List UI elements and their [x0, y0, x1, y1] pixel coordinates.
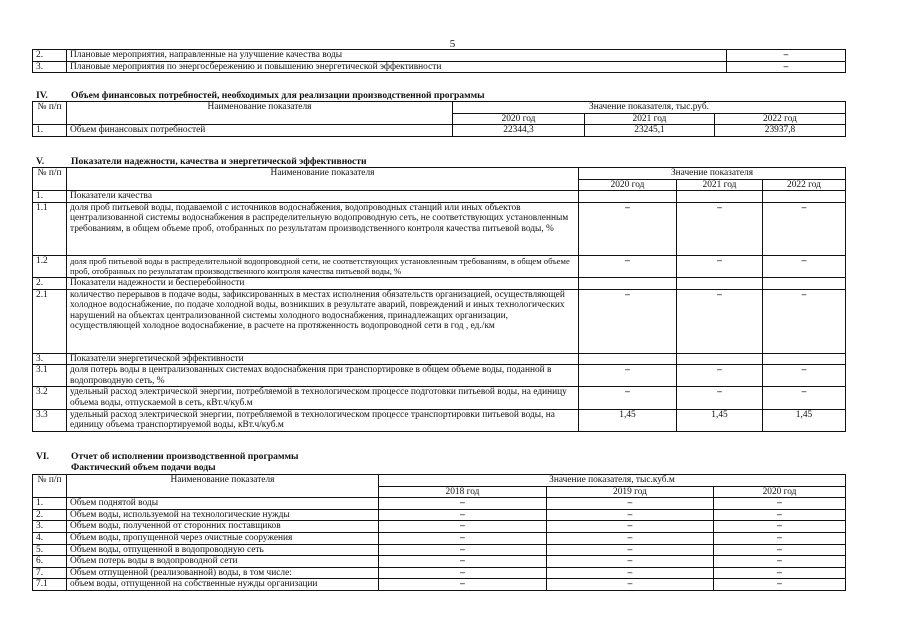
table-row — [33, 50, 846, 62]
row-name: Показатели энергетической эффективности — [67, 353, 579, 365]
row-value: 1,45 — [763, 409, 846, 431]
row-value: – — [547, 509, 714, 521]
header-number: № п/п — [33, 102, 67, 125]
row-number: 1. — [33, 191, 67, 203]
section-title: Объем финансовых потребностей, необходимых для реализации производственной программы — [71, 90, 485, 101]
row-value: – — [763, 255, 846, 277]
header-name: Наименование показателя — [67, 102, 453, 125]
row-name: количество перерывов в подаче воды, зафиксированных в местах исполнения обязательств организацией, осуществляющей холодное водоснабжение, по подаче холодной воды, возникших в результате аварий, повреждений и иных технологических нарушений на объектах централизованной системы холодного водоснабжения, принадлежащих организации, осуществляющей холодное водоснабжение, в расчете на протяженность водопроводной сети в год , ед./км — [67, 289, 579, 353]
row-name: Объем поднятой воды — [67, 498, 379, 510]
row-value: – — [379, 521, 547, 533]
table-row — [33, 202, 846, 255]
table-row — [33, 544, 846, 556]
row-value: – — [763, 387, 846, 409]
row-number: 3.2 — [33, 387, 67, 409]
row-value: 23245,1 — [585, 125, 715, 137]
row-value: – — [677, 289, 763, 353]
row-name: Показатели качества — [67, 191, 579, 203]
row-number: 7.1 — [33, 579, 67, 591]
row-value: – — [714, 498, 846, 510]
header-name: Наименование показателя — [67, 168, 579, 191]
row-value: – — [763, 202, 846, 255]
row-value: – — [547, 579, 714, 591]
row-value: 1,45 — [579, 409, 677, 431]
table-row — [33, 509, 846, 521]
row-number: 3.3 — [33, 409, 67, 431]
row-value: – — [714, 532, 846, 544]
group-row — [33, 191, 846, 203]
row-name: Объем воды, пропущенной через очистные сооружения — [67, 532, 379, 544]
row-name: Объем финансовых потребностей — [67, 125, 453, 137]
row-number: 3. — [33, 521, 67, 533]
row-value: – — [763, 365, 846, 387]
table-row — [33, 387, 846, 409]
row-number: 7. — [33, 567, 67, 579]
row-name: Объем воды, используемой на технологические нужды — [67, 509, 379, 521]
row-name: объем воды, отпущенной на собственные нужды организации — [67, 579, 379, 591]
row-value: – — [579, 289, 677, 353]
row-number: 1.1 — [33, 202, 67, 255]
row-value: 23937,8 — [715, 125, 846, 137]
row-value: – — [579, 202, 677, 255]
header-year: 2021 год — [585, 113, 715, 125]
row-number: 5. — [33, 544, 67, 556]
row-number: 3. — [33, 353, 67, 365]
header-year: 2018 год — [379, 486, 547, 498]
row-number: 2. — [33, 277, 67, 289]
table-row — [33, 289, 846, 353]
row-value: – — [547, 567, 714, 579]
row-value: – — [547, 498, 714, 510]
row-name: Объем потерь воды в водопроводной сети — [67, 556, 379, 568]
row-value: – — [727, 50, 846, 62]
header-year: 2021 год — [677, 179, 763, 191]
row-value: – — [677, 365, 763, 387]
row-value: – — [714, 509, 846, 521]
row-number: 1. — [33, 498, 67, 510]
row-name: удельный расход электрической энергии, потребляемой в технологическом процессе транспортировки питьевой воды, на единицу объема транспортируемой воды, кВт.ч/куб.м — [67, 409, 579, 431]
row-value: – — [379, 579, 547, 591]
row-name: Объем отпущенной (реализованной) воды, в том числе: — [67, 567, 379, 579]
financial-needs-table — [32, 101, 846, 137]
reliability-table — [32, 167, 846, 432]
header-year: 2020 год — [579, 179, 677, 191]
row-number: 4. — [33, 532, 67, 544]
row-number: 2. — [33, 509, 67, 521]
header-year: 2020 год — [714, 486, 846, 498]
row-number: 2. — [33, 50, 67, 62]
row-value: – — [677, 387, 763, 409]
table-row — [33, 556, 846, 568]
row-number: 1.2 — [33, 255, 67, 277]
table-row — [33, 498, 846, 510]
row-value: – — [579, 365, 677, 387]
row-value: – — [763, 289, 846, 353]
row-value: – — [579, 255, 677, 277]
header-value: Значение показателя — [579, 168, 846, 180]
row-number: 3.1 — [33, 365, 67, 387]
row-value: – — [714, 544, 846, 556]
row-value: – — [379, 556, 547, 568]
top-table — [32, 49, 846, 73]
row-value: 1,45 — [677, 409, 763, 431]
row-number: 3. — [33, 61, 67, 73]
row-value: – — [547, 532, 714, 544]
row-value: – — [727, 61, 846, 73]
water-supply-table — [32, 474, 846, 591]
row-value: – — [714, 579, 846, 591]
row-value: 22344,3 — [453, 125, 585, 137]
row-value: – — [547, 556, 714, 568]
header-year: 2022 год — [763, 179, 846, 191]
table-row — [33, 61, 846, 73]
row-value: – — [714, 556, 846, 568]
table-row — [33, 579, 846, 591]
row-value: – — [379, 567, 547, 579]
row-text: Плановые мероприятия, направленные на улучшение качества воды — [67, 50, 727, 62]
row-name: доля проб питьевой воды, подаваемой с источников водоснабжения, водопроводных станций или иных объектов централизованной системы водоснабжения в распределительную водопроводную сеть, не соответствующих установленным требованиям, в общем объеме проб, отобранных по результатам производственного контроля качества питьевой воды, % — [67, 202, 579, 255]
section-number: V. — [36, 156, 45, 167]
table-row — [33, 409, 846, 431]
section-title: Отчет об исполнении производственной программы — [71, 451, 299, 462]
header-number: № п/п — [33, 168, 67, 191]
row-name: Объем воды, полученной от сторонних поставщиков — [67, 521, 379, 533]
row-name: доля проб питьевой воды в распределительной водопроводной сети, не соответствующих установленным требованиям, в общем объеме проб, отобранных по результатам производственного контроля качества питьевой воды, % — [67, 255, 579, 277]
row-name: доля потерь воды в централизованных системах водоснабжения при транспортировке в общем объеме воды, поданной в водопроводную сеть, % — [67, 365, 579, 387]
header-year: 2022 год — [715, 113, 846, 125]
table-row — [33, 567, 846, 579]
table-row — [33, 125, 846, 137]
row-value: – — [379, 544, 547, 556]
group-row — [33, 353, 846, 365]
row-name: Показатели надежности и бесперебойности — [67, 277, 579, 289]
section-6-subtitle: Фактический объем подачи воды — [71, 462, 216, 473]
row-value: – — [547, 521, 714, 533]
header-year: 2020 год — [453, 113, 585, 125]
row-value: – — [547, 544, 714, 556]
row-value: – — [379, 509, 547, 521]
table-row — [33, 365, 846, 387]
row-value: – — [714, 567, 846, 579]
section-title: Показатели надежности, качества и энергетической эффективности — [71, 156, 367, 167]
row-name: Объем воды, отпущенной в водопроводную сеть — [67, 544, 379, 556]
group-row — [33, 277, 846, 289]
section-number: IV. — [36, 90, 48, 101]
page-number: 5 — [449, 38, 456, 50]
header-value: Значение показателя, тыс.руб. — [453, 102, 846, 114]
row-value: – — [379, 498, 547, 510]
row-number: 1. — [33, 125, 67, 137]
row-number: 6. — [33, 556, 67, 568]
row-value: – — [677, 202, 763, 255]
header-name: Наименование показателя — [67, 475, 379, 498]
row-value: – — [579, 387, 677, 409]
section-number: VI. — [36, 451, 50, 462]
row-value: – — [714, 521, 846, 533]
row-name: удельный расход электрической энергии, потребляемой в технологическом процессе подготовки питьевой воды, на единицу объема воды, отпускаемой в сеть, кВт.ч/куб.м — [67, 387, 579, 409]
header-year: 2019 год — [547, 486, 714, 498]
header-number: № п/п — [33, 475, 67, 498]
table-row — [33, 532, 846, 544]
table-row — [33, 255, 846, 277]
row-value: – — [379, 532, 547, 544]
row-number: 2.1 — [33, 289, 67, 353]
row-text: Плановые мероприятия по энергосбережению и повышению энергетической эффективности — [67, 61, 727, 73]
table-row — [33, 521, 846, 533]
row-value: – — [677, 255, 763, 277]
header-value: Значение показателя, тыс.куб.м — [379, 475, 846, 487]
